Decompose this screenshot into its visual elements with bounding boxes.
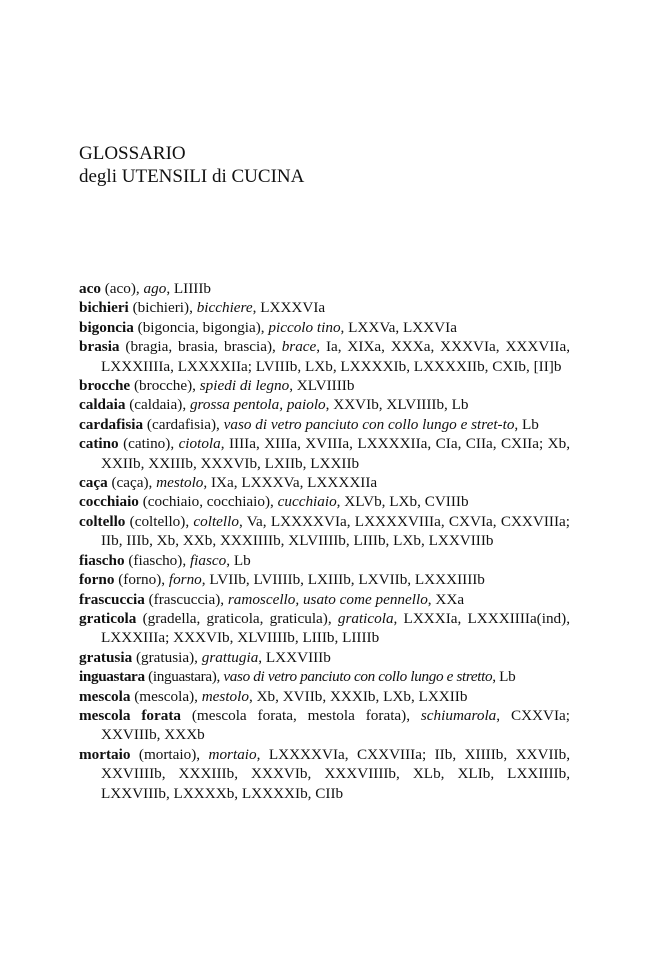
- entry-meaning: grossa pentola, paiolo: [189, 396, 326, 414]
- entry-meaning: forno: [168, 571, 202, 589]
- glossary-entry: [79, 492, 570, 511]
- entry-references: , LIIIIb: [166, 280, 212, 297]
- entry-headword: forno: [79, 571, 115, 589]
- glossary-list: [79, 279, 570, 803]
- glossary-entry: [79, 473, 570, 492]
- entry-meaning: grattugia: [201, 648, 259, 666]
- glossary-entry: [79, 609, 570, 648]
- glossary-entry: [79, 279, 570, 298]
- entry-meaning: mortaio: [208, 745, 257, 763]
- title-line-2: degli UTENSILI di CUCINA: [79, 166, 305, 187]
- entry-headword: bichieri: [79, 299, 129, 317]
- entry-headword: mescola forata: [79, 706, 181, 724]
- entry-references: , IXa, LXXXVa, LXXXXIIa: [203, 474, 378, 492]
- entry-meaning: piccolo tino: [268, 318, 341, 336]
- entry-references: , LXXXIa, LXXXIIIIa(ind), LXXXIIIa; XXXVIb, XLVIIIIb, LIIIb, LIIIIb: [101, 609, 571, 647]
- entry-headword: mescola: [79, 687, 131, 705]
- entry-headword: inguastara: [79, 668, 145, 686]
- title-line-1: GLOSSARIO: [79, 143, 186, 164]
- glossary-entry: [79, 551, 570, 570]
- glossary-entry: [79, 318, 570, 337]
- entry-variants: (bigoncia, bigongia),: [133, 318, 269, 336]
- glossary-entry: [79, 570, 570, 589]
- entry-references: , Lb: [492, 668, 516, 686]
- entry-headword: aco: [79, 280, 101, 297]
- entry-variants: (frascuccia),: [144, 590, 228, 608]
- entry-headword: caldaia: [79, 396, 126, 414]
- glossary-entry: [79, 434, 570, 473]
- entry-references: , LXXXXVIa, CXXVIIIa; IIb, XIIIIb, XXVIIb, XXVIIIIb, XXXIIIb, XXXVIb, XXXVIIIIb, XLb, XLIb, LXXIIIIb, LXXVIIIb, LXXXXb, LXXXXIb, CIIb: [101, 745, 570, 802]
- entry-variants: (fiascho),: [124, 551, 190, 569]
- entry-headword: gratusia: [79, 648, 133, 666]
- entry-meaning: brace: [281, 338, 317, 356]
- entry-headword: cocchiaio: [79, 493, 139, 511]
- entry-headword: cardafisia: [79, 415, 144, 433]
- glossary-entry: [79, 415, 570, 434]
- entry-references: , Va, LXXXXVIa, LXXXXVIIIa, CXVIa, CXXVIIIa; IIb, IIIb, Xb, XXb, XXXIIIIb, XLVIIIIb, LIIIb, LXb, LXXVIIIb: [101, 512, 570, 550]
- entry-variants: (cardafisia),: [143, 415, 224, 433]
- entry-variants: (caldaia),: [125, 396, 190, 414]
- glossary-entry: [79, 745, 570, 803]
- entry-variants: (bichieri),: [128, 299, 197, 317]
- entry-headword: catino: [79, 435, 119, 453]
- entry-variants: (mortaio),: [130, 745, 209, 763]
- entry-references: , Ia, XIXa, XXXa, XXXVIa, XXXVIIa, LXXXIIIIa, LXXXXIIa; LVIIIb, LXb, LXXXXIb, LXXXXIIb, CXIb, [II]b: [101, 338, 570, 375]
- entry-references: , XLVIIIIb: [289, 377, 355, 395]
- glossary-entry: [79, 376, 570, 395]
- entry-variants: (mescola),: [130, 687, 202, 705]
- glossary-entry: [79, 667, 570, 686]
- entry-variants: (caça),: [107, 474, 157, 492]
- entry-meaning: ramoscello, usato come pennello: [227, 590, 428, 608]
- entry-references: , Lb: [514, 415, 539, 433]
- glossary-entry: [79, 337, 570, 376]
- entry-meaning: mestolo: [156, 474, 204, 492]
- entry-references: , LXXXVIa: [252, 299, 326, 317]
- entry-headword: mortaio: [79, 745, 131, 763]
- entry-meaning: bicchiere: [196, 299, 253, 317]
- entry-references: , XLVb, LXb, CVIIIb: [336, 493, 469, 511]
- entry-headword: frascuccia: [79, 590, 145, 608]
- entry-headword: fiascho: [79, 551, 125, 569]
- entry-headword: brasia: [79, 338, 120, 356]
- page-title: [79, 142, 304, 188]
- entry-meaning: coltello: [193, 512, 239, 530]
- entry-meaning: vaso di vetro panciuto con collo lungo e stret-to: [223, 415, 515, 433]
- entry-references: , Xb, XVIIb, XXXIb, LXb, LXXIIb: [248, 687, 468, 705]
- entry-variants: (inguastara),: [144, 668, 224, 686]
- entry-variants: (mescola forata, mestola forata),: [180, 706, 421, 724]
- entry-references: , Lb: [226, 551, 251, 569]
- entry-meaning: vaso di vetro panciuto con collo lungo e stretto: [223, 668, 493, 686]
- entry-meaning: spiedi di legno: [199, 377, 290, 395]
- entry-headword: graticola: [79, 609, 137, 627]
- glossary-entry: [79, 590, 570, 609]
- entry-headword: coltello: [79, 512, 126, 530]
- glossary-entry: [79, 648, 570, 667]
- entry-references: , XXVIb, XLVIIIIb, Lb: [325, 396, 469, 414]
- entry-variants: (bragia, brasia, brascia),: [119, 338, 282, 356]
- entry-headword: caça: [79, 474, 108, 492]
- glossary-entry: [79, 687, 570, 706]
- entry-references: , LXXVa, LXXVIa: [340, 318, 457, 336]
- glossary-entry: [79, 395, 570, 414]
- entry-references: , CXXVIa; XXVIIIb, XXXb: [101, 706, 570, 744]
- entry-meaning: mestolo: [201, 687, 249, 705]
- entry-meaning: schiumarola: [420, 706, 497, 724]
- glossary-entry: [79, 512, 570, 551]
- entry-variants: (forno),: [114, 571, 169, 589]
- entry-references: , XXa: [427, 590, 465, 608]
- entry-meaning: ciotola: [178, 435, 221, 453]
- entry-variants: (catino),: [118, 435, 179, 453]
- entry-meaning: graticola: [337, 609, 394, 627]
- entry-meaning: ago: [143, 280, 167, 297]
- entry-variants: (cochiaio, cocchiaio),: [138, 493, 278, 511]
- entry-meaning: fiasco: [189, 551, 227, 569]
- entry-headword: brocche: [79, 377, 131, 395]
- entry-headword: bigoncia: [79, 318, 134, 336]
- entry-references: , LVIIb, LVIIIIb, LXIIIb, LXVIIb, LXXXIIIIb: [201, 571, 485, 589]
- entry-references: , LXXVIIIb: [258, 648, 331, 666]
- entry-references: , IIIIa, XIIIa, XVIIIa, LXXXXIIa, CIa, CIIa, CXIIa; Xb, XXIIb, XXIIIb, XXXVIb, LXIIb, LXXIIb: [101, 435, 570, 472]
- entry-variants: (gratusia),: [132, 648, 202, 666]
- entry-variants: (gradella, graticola, graticula),: [136, 609, 338, 627]
- entry-variants: (brocche),: [130, 377, 200, 395]
- glossary-entry: [79, 298, 570, 317]
- entry-variants: (aco),: [100, 280, 144, 297]
- entry-meaning: cucchiaio: [277, 493, 337, 511]
- glossary-entry: [79, 706, 570, 745]
- entry-variants: (coltello),: [125, 512, 194, 530]
